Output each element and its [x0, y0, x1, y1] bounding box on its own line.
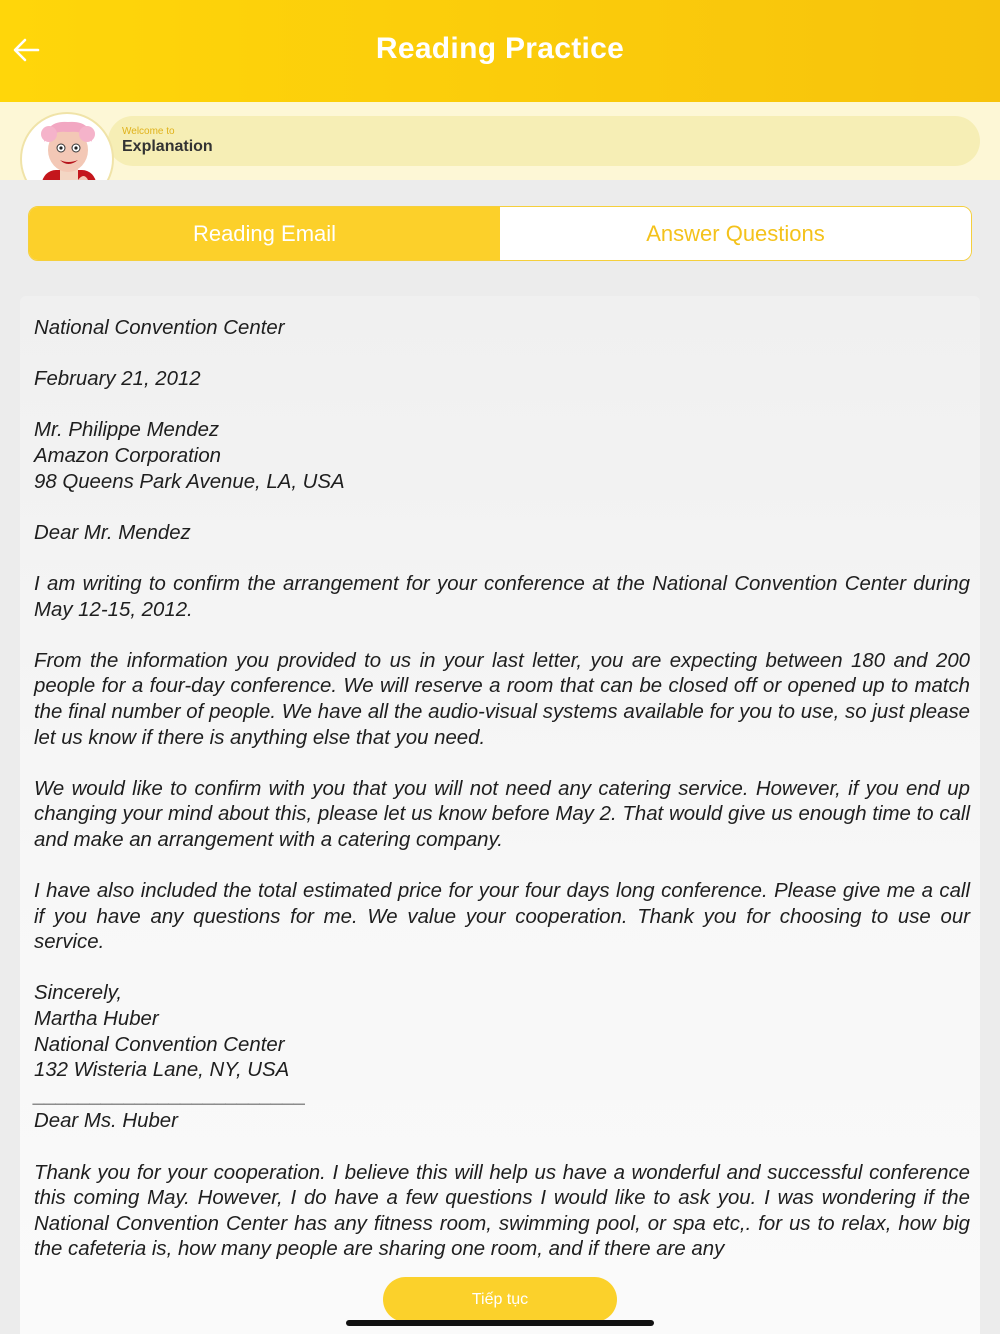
signoff-line: Sincerely,: [34, 982, 123, 1005]
app-header: [0, 0, 1000, 102]
email-paragraph: We would like to confirm with you that you will not need any catering service. However, if you end up changing your mind about this, please let us know before May 2. That would give us enough time to call and make an arrangement with a catering company.: [34, 777, 970, 851]
continue-button[interactable]: Tiếp tục: [383, 1277, 617, 1322]
reply-paragraph: Thank you for your cooperation. I believe this will help us have a wonderful and successful conference this coming May. However, I do have a few questions I would like to ask you. I was wondering if the National Convention Center has any fitness room, swimming pool, or spa etc,. for us to relax, how big the cafeteria is, how many people are sharing one room, and if there are any: [34, 1161, 970, 1261]
recipient-company: Amazon Corporation: [34, 444, 222, 467]
email-paragraph: I have also included the total estimated price for your four days long conference. Please give me a call if you have any questions for me. We value your cooperation. Thank you for choosing to use our service.: [34, 880, 970, 954]
email-greeting: Dear Mr. Mendez: [34, 521, 191, 544]
welcome-banner: [108, 116, 980, 166]
email-paragraph: I am writing to confirm the arrangement for your conference at the National Convention Center during May 12-15, 2012.: [34, 572, 970, 621]
recipient-name: Mr. Philippe Mendez: [34, 419, 220, 442]
signer-name: Martha Huber: [34, 1008, 159, 1031]
welcome-subtitle: Welcome to: [122, 126, 175, 137]
sender-organization: National Convention Center: [34, 317, 285, 339]
home-indicator: [346, 1320, 654, 1326]
welcome-bar: [0, 102, 1000, 180]
signer-address: 132 Wisteria Lane, NY, USA: [34, 1059, 290, 1082]
welcome-title: Explanation: [122, 138, 213, 155]
email-date: February 21, 2012: [34, 368, 201, 391]
email-body: [34, 316, 970, 1289]
reply-greeting: Dear Ms. Huber: [34, 1110, 178, 1133]
email-divider: ________________________: [34, 1084, 307, 1107]
signer-organization: National Convention Center: [34, 1033, 285, 1056]
recipient-address: 98 Queens Park Avenue, LA, USA: [34, 470, 345, 493]
mascot-avatar: [20, 112, 114, 180]
tab-reading-email[interactable]: Reading Email: [29, 207, 500, 260]
tab-answer-questions[interactable]: Answer Questions: [500, 207, 971, 260]
page-title: Reading Practice: [375, 32, 625, 65]
reading-panel[interactable]: [20, 296, 980, 1334]
email-paragraph: From the information you provided to us in your last letter, you are expecting between 180 and 200 people for a four-day conference. We will reserve a room that can be closed off or opened up to match the final number of people. We have all the audio-visual systems available for you to use, so just please let us know if there is anything else that you need.: [34, 649, 970, 749]
tab-bar: [28, 206, 972, 261]
